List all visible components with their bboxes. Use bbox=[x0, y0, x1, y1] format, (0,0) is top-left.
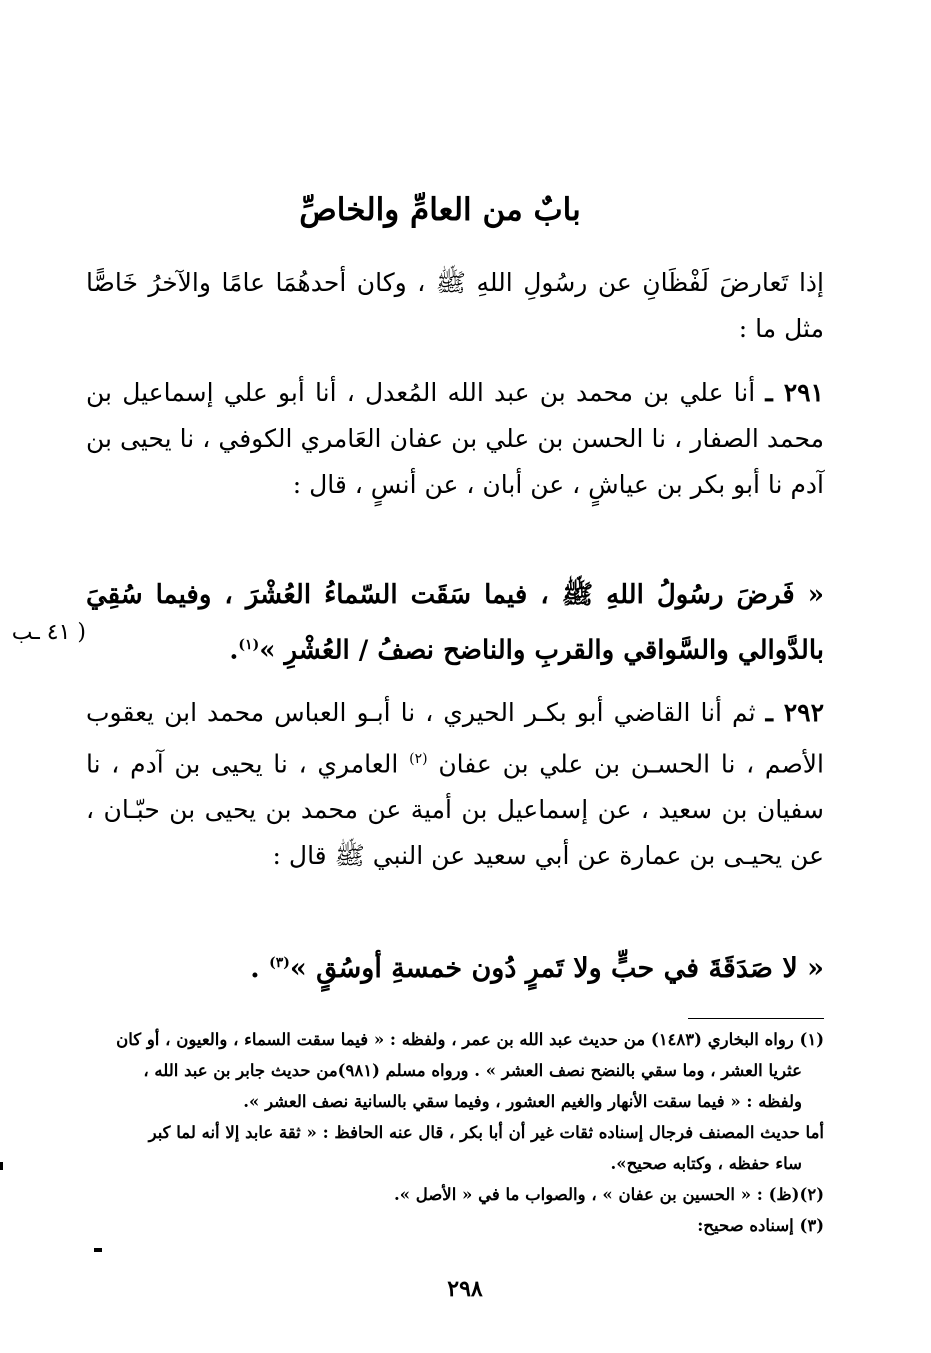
hadith-291-quote bbox=[86, 570, 824, 676]
scan-speck bbox=[0, 1162, 3, 1170]
hadith-291 bbox=[86, 370, 824, 508]
footnote-line: (١) رواه البخاري (١٤٨٣) من حديث عبد الله بن عمر ، ولفظه : « فيما سقت السماء ، والعيون ، أو كان bbox=[116, 1030, 824, 1049]
footnote-line: ولفظه : « فيما سقت الأنهار والغيم العشور ، وفيما سقي بالسانية نصف العشر ». bbox=[243, 1092, 802, 1111]
chapter-heading: بابٌ من العامِّ والخاصِّ bbox=[299, 192, 581, 228]
footnote-line: (٢)(ظ) : « الحسين بن عفان » ، والصواب ما في « الأصل ». bbox=[393, 1185, 824, 1204]
hadith-chain-part-a: ثم أنا القاضي أبو بكـر الحيري ، نا أبـو العباس محمد ابن يعقوب الأصم ، نا الحسـن بن علي بن عفان bbox=[86, 698, 825, 779]
intro-paragraph: إذا تَعارضَ لَفْظَانِ عن رسُولِ اللهِ ﷺ ، وكان أحدهُمَا عامًا والآخرُ خَاصًّا مثل ما : bbox=[86, 268, 824, 343]
footnote-ref: (٣) bbox=[269, 955, 290, 971]
hadith-number: ٢٩١ ـ bbox=[765, 378, 824, 407]
footnote-line: عثريا العشر ، وما سقي بالنضح نصف العشر » . ورواه مسلم (٩٨١)من حديث جابر بن عبد الله ، bbox=[143, 1061, 802, 1080]
footnote-line: (٣) إسناده صحيح: bbox=[697, 1216, 824, 1235]
quote-text: « لا صَدَقَةَ في حبٍّ ولا تَمرٍ دُون خمسةِ أوسُقٍ » bbox=[289, 953, 824, 984]
hadith-292 bbox=[86, 690, 824, 879]
footnote-line: أما حديث المصنف فرجال إسناده ثقات غير أن أبا بكر ، قال عنه الحافظ : « ثقة عابد إلا أنه لما كبر bbox=[148, 1123, 824, 1142]
quote-end: . bbox=[250, 953, 260, 984]
footnote-separator bbox=[688, 1018, 824, 1019]
footnote-ref: (٢) bbox=[409, 751, 428, 767]
scan-speck bbox=[94, 1248, 102, 1252]
margin-folio-note: ( ٤١ ـب bbox=[11, 620, 86, 645]
hadith-number: ٢٩٢ ـ bbox=[765, 698, 825, 727]
footnote-line: ساء حفظه ، وكتابه صحيح». bbox=[610, 1154, 802, 1173]
page-number: ٢٩٨ bbox=[447, 1276, 483, 1302]
quote-end: . bbox=[229, 635, 239, 666]
hadith-chain: أنا علي بن محمد بن عبد الله المُعدل ، أنا أبو علي إسماعيل بن محمد الصفار ، نا الحسن بن علي بن عفان العَامري الكوفي ، نا يحيى بن آدم نا أبو بكر بن عياشٍ ، عن أبان ، عن أنسٍ ، قال : bbox=[86, 378, 824, 499]
footnotes bbox=[86, 1024, 824, 1241]
footnote-ref: (١) bbox=[238, 637, 260, 653]
quote-text: « فَرضَ رسُولُ اللهِ ﷺ ، فيما سَقَت السّماءُ العُشْرَ ، وفيما سُقِيَ بالدَّوالي والسَّواقي والقربِ والناضح نصفُ / العُشْرِ » bbox=[86, 580, 824, 666]
hadith-chain-part-b: العامري ، نا يحيى بن آدم ، نا سفيان بن سعيد ، عن إسماعيل بن أمية عن محمد بن يحيى بن حبّـان ، عن يحيـى بن عمارة عن أبي سعيد عن النبي ﷺ قال : bbox=[86, 749, 824, 871]
hadith-292-quote bbox=[240, 940, 824, 992]
